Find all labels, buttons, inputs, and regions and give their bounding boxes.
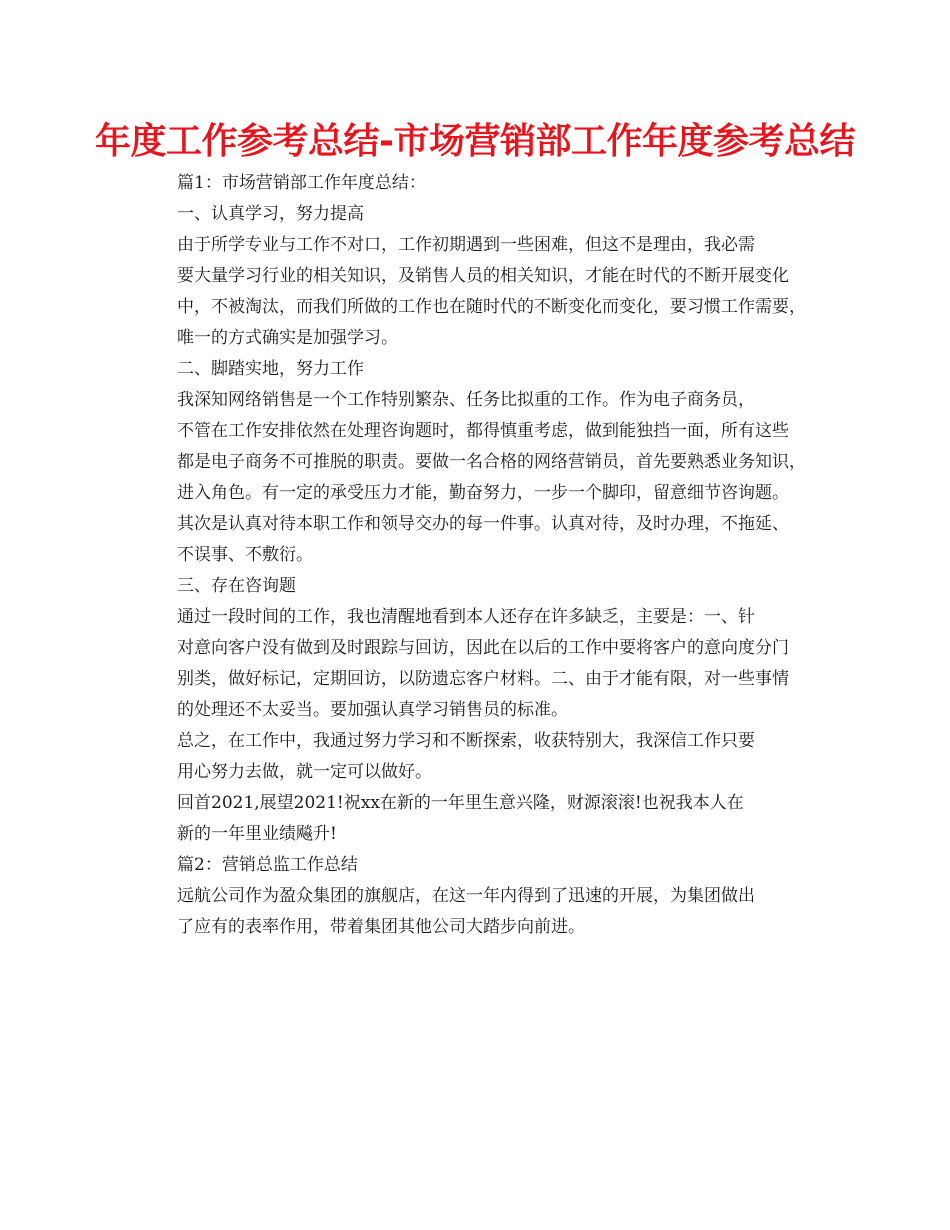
text-line: 二、脚踏实地，努力工作 [177, 359, 364, 379]
text-line: 的处理还不太妥当。要加强认真学习销售员的标准。 [177, 700, 568, 720]
text-line: 通过一段时间的工作，我也清醒地看到本人还存在许多缺乏，主要是：一、针 [177, 607, 755, 627]
paragraph-part2-body [141, 881, 817, 943]
text-line: 新的一年里业绩飚升! [177, 824, 337, 844]
paragraph-part2-heading [141, 850, 817, 881]
text-line: 都是电子商务不可推脱的职责。要做一名合格的网络营销员，首先要熟悉业务知识， [177, 452, 806, 472]
paragraph-section1-body [141, 230, 817, 354]
text-line: 了应有的表率作用，带着集团其他公司大踏步向前进。 [177, 917, 585, 937]
paragraph-section1-heading [141, 199, 817, 230]
text-line: 不误事、不敷衍。 [177, 545, 313, 565]
paragraph-section2-heading [141, 354, 817, 385]
text-line: 其次是认真对待本职工作和领导交办的每一件事。认真对待，及时办理，不拖延、 [177, 514, 789, 534]
paragraph-section3-body [141, 602, 817, 726]
paragraph-section3-heading [141, 571, 817, 602]
text-line: 不管在工作安排依然在处理咨询题时，都得慎重考虑，做到能独挡一面，所有这些 [177, 421, 789, 441]
paragraph-outlook [141, 788, 817, 850]
text-line: 我深知网络销售是一个工作特别繁杂、任务比拟重的工作。作为电子商务员， [177, 390, 755, 410]
text-line: 篇1：市场营销部工作年度总结： [177, 173, 426, 193]
text-line: 篇2：营销总监工作总结 [177, 855, 358, 875]
text-line: 三、存在咨询题 [177, 576, 296, 596]
text-line: 回首2021,展望2021!祝xx在新的一年里生意兴隆，财源滚滚!也祝我本人在 [177, 793, 744, 813]
text-line: 要大量学习行业的相关知识，及销售人员的相关知识，才能在时代的不断开展变化 [177, 266, 789, 286]
text-line: 用心努力去做，就一定可以做好。 [177, 762, 432, 782]
document-body [141, 168, 817, 943]
text-line: 远航公司作为盈众集团的旗舰店，在这一年内得到了迅速的开展，为集团做出 [177, 886, 755, 906]
paragraph-part1-heading [141, 168, 817, 199]
text-line: 唯一的方式确实是加强学习。 [177, 328, 398, 348]
text-line: 进入角色。有一定的承受压力才能，勤奋努力，一步一个脚印，留意细节咨询题。 [177, 483, 789, 503]
text-line: 中，不被淘汰，而我们所做的工作也在随时代的不断变化而变化，要习惯工作需要， [177, 297, 806, 317]
text-line: 总之，在工作中，我通过努力学习和不断探索，收获特别大，我深信工作只要 [177, 731, 755, 751]
paragraph-section2-body [141, 385, 817, 571]
text-line: 一、认真学习，努力提高 [177, 204, 364, 224]
paragraph-conclusion [141, 726, 817, 788]
text-line: 由于所学专业与工作不对口，工作初期遇到一些困难，但这不是理由，我必需 [177, 235, 755, 255]
text-line: 对意向客户没有做到及时跟踪与回访，因此在以后的工作中要将客户的意向度分门 [177, 638, 789, 658]
document-title: 年度工作参考总结-市场营销部工作年度参考总结 [95, 121, 855, 162]
text-line: 别类，做好标记，定期回访，以防遗忘客户材料。二、由于才能有限，对一些事情 [177, 669, 789, 689]
